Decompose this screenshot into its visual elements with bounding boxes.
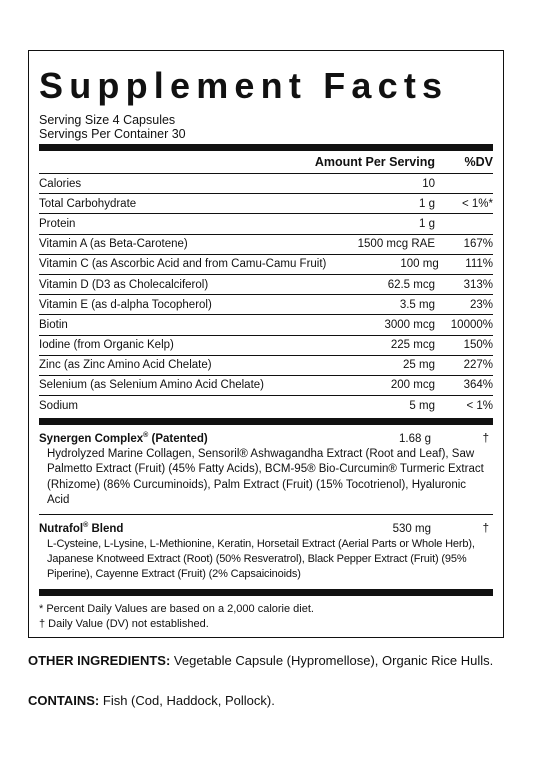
contains-statement bbox=[28, 692, 504, 709]
divider-thin bbox=[39, 514, 493, 515]
panel-title: Supplement Facts bbox=[39, 65, 449, 106]
nutrient-row bbox=[39, 314, 493, 334]
blend-name: Nutrafol bbox=[39, 523, 84, 536]
registered-mark: ® bbox=[83, 522, 89, 530]
contains-text: Fish (Cod, Haddock, Pollock). bbox=[99, 693, 275, 708]
other-ingredients-label: OTHER INGREDIENTS: bbox=[28, 653, 171, 668]
nutrient-dv: 364% bbox=[463, 379, 493, 392]
nutrient-name: Calories bbox=[39, 177, 82, 190]
nutrient-row bbox=[39, 254, 493, 274]
nutrient-amount: 3.5 mg bbox=[399, 298, 435, 311]
nutrient-amount: 1 g bbox=[419, 217, 435, 230]
nutrient-name: Vitamin A (as Beta-Carotene) bbox=[39, 238, 188, 251]
nutrient-amount: 225 mcg bbox=[390, 339, 435, 352]
blend-amount: 1.68 g bbox=[399, 433, 431, 446]
column-header-row bbox=[39, 151, 493, 173]
divider-thick bbox=[39, 418, 493, 425]
blend-ingredients: L-Cysteine, L-Lysine, L-Methionine, Keratin, Horsetail Extract (Aerial Parts or Whole Herb), Japanese Knotweed Extract (Root) (50% Resveratrol), Black Pepper Extract (Fruit) (95% Piperine), Cayenne Extract (Fruit) (2% Capsaicinoids) bbox=[47, 538, 475, 581]
nutrient-name: Sodium bbox=[39, 399, 78, 412]
nutrient-name: Vitamin C (as Ascorbic Acid and from Camu-Camu Fruit) bbox=[39, 258, 327, 271]
nutrient-row bbox=[39, 335, 493, 355]
blend-amount: 530 mg bbox=[392, 523, 431, 536]
nutrient-dv: 23% bbox=[469, 298, 493, 311]
nutrient-amount: 1 g bbox=[419, 197, 435, 210]
nutrient-name: Total Carbohydrate bbox=[39, 197, 137, 210]
nutrient-amount: 10 bbox=[422, 177, 435, 190]
nutrient-row bbox=[39, 174, 493, 193]
nutrient-amount: 62.5 mcg bbox=[387, 278, 435, 291]
supplement-facts-panel bbox=[28, 50, 504, 638]
nutrient-dv: 313% bbox=[463, 278, 493, 291]
nutrient-row bbox=[39, 395, 493, 415]
blend-ingredients: Hydrolyzed Marine Collagen, Sensoril® Ashwagandha Extract (Root and Leaf), Saw Palmetto Extract (Fruit) (45% Fatty Acids), BCM-95® Bio-Curcumin® Turmeric Extract (Rhizome) (86% Curcuminoids), Palm Extract (Fruit) (15% Tocotrienol), Hyaluronic Acid bbox=[47, 448, 484, 506]
nutrient-row bbox=[39, 294, 493, 314]
amount-header: Amount Per Serving bbox=[314, 155, 435, 169]
blend-header bbox=[39, 431, 493, 447]
nutrient-dv: < 1% bbox=[466, 399, 493, 412]
nutrient-name: Selenium (as Selenium Amino Acid Chelate) bbox=[39, 379, 265, 392]
nutrient-name: Protein bbox=[39, 217, 76, 230]
nutrient-table bbox=[39, 174, 493, 415]
other-ingredients bbox=[28, 652, 504, 669]
footnotes bbox=[39, 602, 493, 632]
nutrient-row bbox=[39, 213, 493, 233]
divider-thick bbox=[39, 589, 493, 596]
nutrient-dv: 111% bbox=[465, 258, 493, 271]
footnote-dv-basis: * Percent Daily Values are based on a 2,000 calorie diet. bbox=[39, 602, 314, 615]
nutrient-row bbox=[39, 375, 493, 395]
nutrient-dv: 10000% bbox=[450, 318, 493, 331]
blend-name: Synergen Complex bbox=[39, 433, 144, 446]
nutrient-amount: 100 mg bbox=[400, 258, 439, 271]
nutrient-amount: 200 mcg bbox=[390, 379, 435, 392]
nutrient-name: Vitamin E (as d-alpha Tocopherol) bbox=[39, 298, 212, 311]
blend-name-suffix: Blend bbox=[88, 523, 124, 536]
nutrient-name: Biotin bbox=[39, 318, 68, 331]
footnote-dv-not-established: † Daily Value (DV) not established. bbox=[39, 617, 209, 630]
nutrient-row bbox=[39, 193, 493, 213]
nutrient-name: Zinc (as Zinc Amino Acid Chelate) bbox=[39, 359, 212, 372]
nutrient-amount: 5 mg bbox=[409, 399, 435, 412]
nutrient-dv: 167% bbox=[463, 238, 493, 251]
divider-thick bbox=[39, 144, 493, 151]
other-ingredients-text: Vegetable Capsule (Hypromellose), Organic Rice Hulls. bbox=[170, 653, 494, 668]
nutrient-row bbox=[39, 234, 493, 254]
nutrient-row bbox=[39, 355, 493, 375]
contains-label: CONTAINS: bbox=[28, 693, 100, 708]
nutrient-name: Vitamin D (D3 as Cholecalciferol) bbox=[39, 278, 209, 291]
serving-size: Serving Size 4 Capsules bbox=[39, 113, 176, 127]
nutrient-amount: 25 mg bbox=[403, 359, 435, 372]
nutrient-amount: 3000 mcg bbox=[384, 318, 435, 331]
dv-header: %DV bbox=[464, 155, 493, 169]
servings-per-container: Servings Per Container 30 bbox=[39, 127, 186, 141]
blend-header bbox=[39, 521, 493, 537]
registered-mark: ® bbox=[143, 432, 149, 440]
nutrient-amount: 1500 mcg RAE bbox=[357, 238, 435, 251]
nutrient-name: Iodine (from Organic Kelp) bbox=[39, 339, 174, 352]
nutrient-dv: 150% bbox=[463, 339, 493, 352]
blend-name-suffix: (Patented) bbox=[148, 433, 208, 446]
blend-dv: † bbox=[482, 523, 489, 536]
nutrient-dv: < 1%* bbox=[461, 197, 493, 210]
blend-dv: † bbox=[482, 433, 489, 446]
nutrient-row bbox=[39, 274, 493, 294]
nutrient-dv: 227% bbox=[463, 359, 493, 372]
